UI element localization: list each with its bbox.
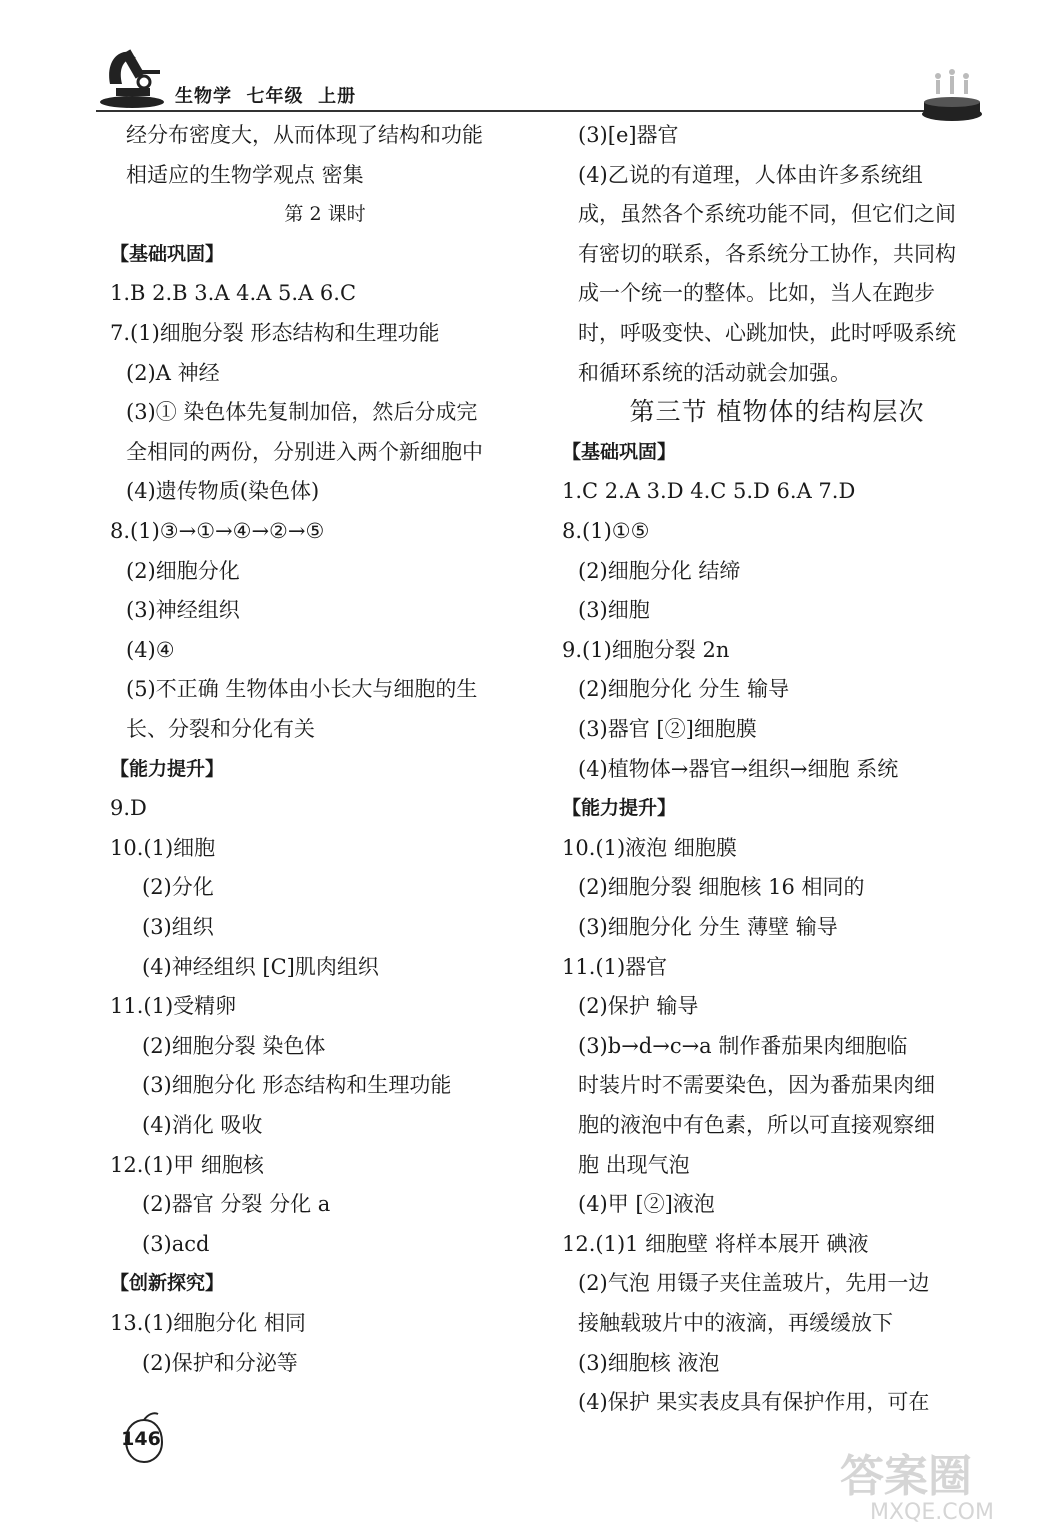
answer-line: 13.(1)细胞分化 相同 — [110, 1311, 306, 1335]
answer-line: (4)④ — [126, 637, 175, 662]
answer-line: (4)神经组织 [C]肌肉组织 — [142, 954, 379, 979]
answer-line: (3)细胞 — [578, 598, 650, 623]
answer-line: 1.C 2.A 3.D 4.C 5.D 6.A 7.D — [562, 479, 856, 504]
answer-line: 时装片时不需要染色，因为番茄果肉细 — [578, 1073, 935, 1098]
answer-line: (3)细胞分化 分生 薄壁 输导 — [578, 915, 838, 939]
answer-line: (2)细胞分化 分生 输导 — [578, 677, 790, 702]
answer-line: 接触载玻片中的液滴，再缓缓放下 — [578, 1311, 893, 1335]
answer-line: (2)分化 — [142, 875, 214, 900]
answer-line: 成一个统一的整体。比如，当人在跑步 — [578, 281, 935, 306]
people-platform-icon — [920, 66, 984, 122]
answer-line: 9.D — [110, 796, 147, 821]
answer-line: 12.(1)甲 细胞核 — [110, 1152, 264, 1177]
lesson-title: 第三节 植物体的结构层次 — [629, 397, 925, 427]
answer-line: (3)器官 [②]细胞膜 — [578, 717, 757, 741]
answer-line: (3)b→d→c→a 制作番茄果肉细胞临 — [578, 1033, 908, 1058]
answer-line: (2)细胞分化 — [126, 558, 240, 583]
answer-line: (2)细胞分裂 细胞核 16 相同的 — [578, 875, 865, 900]
section-heading: 【能力提升】 — [562, 797, 677, 820]
page-header — [0, 0, 1040, 130]
answer-line: (2)保护 输导 — [578, 994, 699, 1019]
answer-line: 相适应的生物学观点 密集 — [126, 162, 364, 187]
answer-line: (3)细胞分化 形态结构和生理功能 — [142, 1073, 452, 1098]
answer-line: (2)器官 分裂 分化 a — [142, 1192, 331, 1217]
section-heading: 【基础巩固】 — [110, 242, 225, 265]
answer-line: (3)神经组织 — [126, 598, 240, 623]
answer-line: 成，虽然各个系统功能不同，但它们之间 — [578, 202, 956, 227]
answer-line: (4)遗传物质(染色体) — [126, 479, 320, 504]
answer-line: (4)乙说的有道理，人体由许多系统组 — [578, 162, 923, 187]
header-title: 生物学 七年级 上册 — [175, 86, 357, 107]
answer-line: (2)保护和分泌等 — [142, 1350, 298, 1375]
watermark — [840, 1440, 1030, 1530]
answer-line: 时，呼吸变快、心跳加快，此时呼吸系统 — [578, 321, 956, 345]
answer-line: (4)甲 [②]液泡 — [578, 1192, 715, 1217]
answer-line: (4)植物体→器官→组织→细胞 系统 — [578, 756, 899, 781]
answer-line: (5)不正确 生物体由小长大与细胞的生 — [126, 677, 478, 702]
answer-line: (3)细胞核 液泡 — [578, 1350, 720, 1375]
answer-line: (2)细胞分化 结缔 — [578, 558, 741, 583]
answer-line: (2)A 神经 — [126, 360, 220, 385]
answer-line: (3)组织 — [142, 915, 214, 939]
answer-line: 7.(1)细胞分裂 形态结构和生理功能 — [110, 321, 440, 345]
answer-line: 11.(1)器官 — [562, 954, 668, 979]
answer-line: (4)消化 吸收 — [142, 1113, 263, 1137]
answer-line: (3)① 染色体先复制加倍，然后分成完 — [126, 400, 478, 425]
answer-line: 12.(1)1 细胞壁 将样本展开 碘液 — [562, 1231, 869, 1256]
answer-line: 有密切的联系，各系统分工协作，共同构 — [578, 241, 956, 266]
answer-line: 1.B 2.B 3.A 4.A 5.A 6.C — [110, 281, 357, 306]
microscope-icon — [96, 44, 166, 110]
answer-line: 10.(1)细胞 — [110, 835, 216, 860]
answer-line: 10.(1)液泡 细胞膜 — [562, 835, 737, 860]
answer-line: 和循环系统的活动就会加强。 — [578, 360, 851, 385]
answer-line: 8.(1)③→①→④→②→⑤ — [110, 519, 325, 543]
watermark-url: MXQE.COM — [870, 1500, 994, 1525]
answer-line: 全相同的两份，分别进入两个新细胞中 — [126, 439, 483, 464]
answer-line: 9.(1)细胞分裂 2n — [562, 637, 730, 662]
lesson-title: 第 2 课时 — [284, 203, 366, 226]
answer-line: (3)acd — [142, 1231, 210, 1256]
answer-line: 胞的液泡中有色素，所以可直接观察细 — [578, 1113, 935, 1137]
page-number: 146 — [121, 1428, 161, 1450]
answer-line: (4)保护 果实表皮具有保护作用，可在 — [578, 1390, 930, 1415]
answer-line: 长、分裂和分化有关 — [126, 717, 315, 741]
answer-line: 8.(1)①⑤ — [562, 519, 650, 543]
section-heading: 【创新探究】 — [110, 1272, 225, 1295]
answer-line: (3)[e]器官 — [578, 123, 679, 147]
header-divider — [96, 110, 928, 112]
answer-line: (2)气泡 用镊子夹住盖玻片，先用一边 — [578, 1271, 930, 1296]
section-heading: 【基础巩固】 — [562, 440, 677, 463]
answer-line: 胞 出现气泡 — [578, 1152, 690, 1177]
answer-line: (2)细胞分裂 染色体 — [142, 1033, 326, 1058]
watermark-logo-text: 答案圈 — [840, 1451, 972, 1502]
answer-line: 经分布密度大，从而体现了结构和功能 — [126, 123, 483, 147]
answer-line: 11.(1)受精卵 — [110, 994, 237, 1019]
section-heading: 【能力提升】 — [110, 757, 225, 780]
